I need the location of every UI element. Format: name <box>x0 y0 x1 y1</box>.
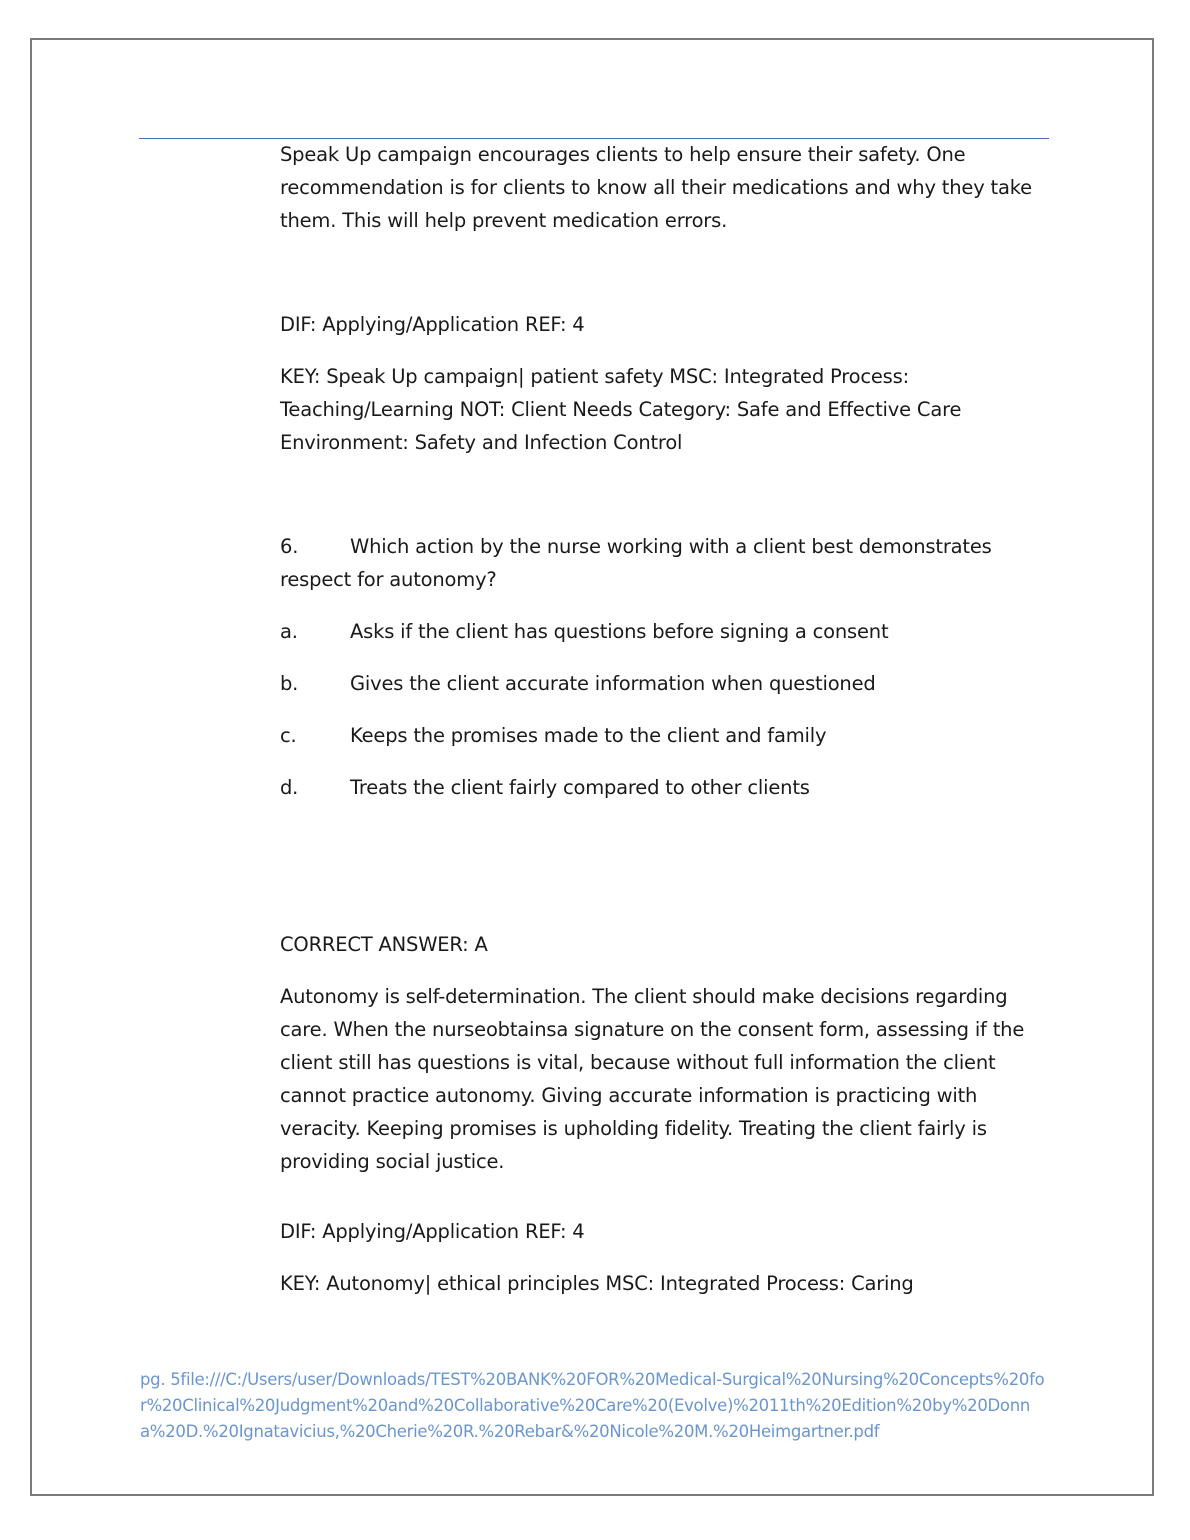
dif-ref-line: DIF: Applying/Application REF: 4 <box>280 1220 585 1243</box>
question-stem-rest: respect for autonomy? <box>280 568 497 591</box>
option-a <box>280 615 1060 648</box>
question-stem <box>280 530 1060 596</box>
option-text: Treats the client fairly compared to other clients <box>350 776 810 799</box>
page-footer: pg. 5file:///C:/Users/user/Downloads/TEST%20BANK%20FOR%20Medical-Surgical%20Nursing%20Concepts%20for%20Clinical%20Judgment%20and%20Collaborative%20Care%20(Evolve)%2011th%20Edition%20by%20Donna%20D.%20Ignatavicius,%20Cherie%20R.%20Rebar&%20Nicole%20M.%20Heimgartner.pdf <box>140 1370 1045 1441</box>
question-stem-first: Which action by the nurse working with a client best demonstrates <box>350 535 992 558</box>
option-letter: a. <box>280 620 298 643</box>
option-b <box>280 667 1060 700</box>
dif-ref-line: DIF: Applying/Application REF: 4 <box>280 313 585 336</box>
option-letter: d. <box>280 776 299 799</box>
option-text: Asks if the client has questions before signing a consent <box>350 620 889 643</box>
question-number: 6. <box>280 535 299 558</box>
key-msc-line: KEY: Autonomy| ethical principles MSC: Integrated Process: Caring <box>280 1272 914 1295</box>
option-letter: c. <box>280 724 297 747</box>
correct-answer: CORRECT ANSWER: A <box>280 933 488 956</box>
option-text: Gives the client accurate information when questioned <box>350 672 876 695</box>
option-text: Keeps the promises made to the client and family <box>350 724 827 747</box>
option-d <box>280 771 1060 804</box>
option-letter: b. <box>280 672 299 695</box>
option-c <box>280 719 1060 752</box>
rationale-previous: Speak Up campaign encourages clients to help ensure their safety. One recommendation is for clients to know all their medications and why they take them. This will help prevent medication errors. <box>280 143 1032 232</box>
answer-rationale: Autonomy is self-determination. The client should make decisions regarding care. When the nurseobtainsa signature on the consent form, assessing if the client still has questions is vital, because without full information the client cannot practice autonomy. Giving accurate information is practicing with veracity. Keeping promises is upholding fidelity. Treating the client fairly is providing social justice. <box>280 985 1025 1173</box>
key-msc-line: KEY: Speak Up campaign| patient safety MSC: Integrated Process: Teaching/Learning NOT: Client Needs Category: Safe and Effective Care Environment: Safety and Infection Control <box>280 365 962 454</box>
